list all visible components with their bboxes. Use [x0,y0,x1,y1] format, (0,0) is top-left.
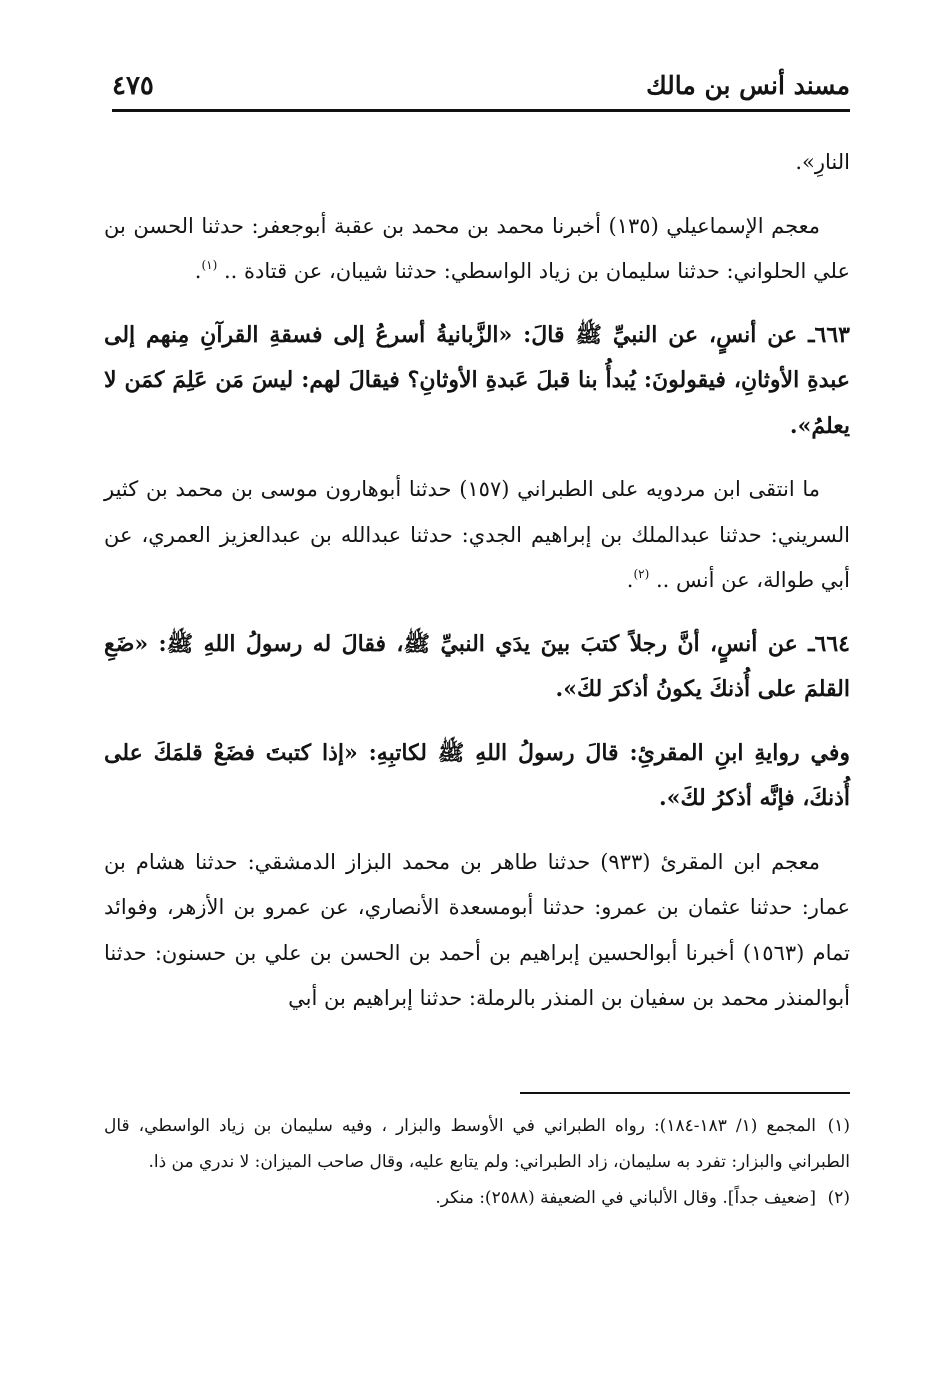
footnote-rule [520,1092,850,1094]
footnote: (١)المجمع (١/ ١٨٣-١٨٤): رواه الطبراني في الأوسط والبزار ، وفيه سليمان بن زياد الواسطي، قال الطبراني والبزار: تفرد به سليمان، زاد الطبراني: ولم يتابع عليه، وقال صاحب الميزان: لا ندري من ذا. [104,1116,850,1172]
footnotes [104,1108,850,1216]
hadith-664: ٦٦٤ـ عن أنسٍ، أنَّ رجلاً كتبَ بينَ يدَي النبيِّ ﷺ، فقالَ له رسولُ اللهِ ﷺ: «ضَعِ القلمَ على أُذنكَ يكونُ أذكرَ لكَ». [104,630,850,702]
paragraph: معجم ابن المقرئ (٩٣٣) حدثنا طاهر بن محمد البزاز الدمشقي: حدثنا هشام بن عمار: حدثنا عثمان بن عمرو: حدثنا أبومسعدة الأنصاري، عن عمرو بن الأزهر، وفوائد تمام (١٥٦٣) أخبرنا أبوالحسين إبراهيم بن أحمد بن الحسن بن علي بن حسنون: حدثنا أبوالمنذر محمد بن سفيان بن المنذر بالرملة: حدثنا إبراهيم بن أبي [104,849,850,1010]
paragraph: معجم الإسماعيلي (١٣٥) أخبرنا محمد بن محمد بن عقبة أبوجعفر: حدثنا الحسن بن علي الحلواني: حدثنا سليمان بن زياد الواسطي: حدثنا شيبان، عن قتادة .. $^{(١)}$. [104,213,850,283]
paragraph: النارِ». [795,150,850,174]
footnote: (٢)[ضعيف جداً]. وقال الألباني في الضعيفة (٢٥٨٨): منكر. [435,1188,850,1208]
page-header [112,68,850,104]
hadith-663: ٦٦٣ـ عن أنسٍ، عن النبيِّ ﷺ قالَ: «الزَّبانيةُ أسرعُ إلى فسقةِ القرآنِ مِنهم إلى عبدةِ الأوثانِ، فيقولونَ: يُبدأُ بنا قبلَ عَبدةِ الأوثانِ؟ فيقالَ لهم: ليسَ مَن عَلِمَ كمَن لا يعلمُ». [104,321,850,439]
running-title: مسند أنس بن مالك [646,71,850,100]
header-rule [112,109,850,112]
paragraph: ما انتقى ابن مردويه على الطبراني (١٥٧) حدثنا أبوهارون موسى بن محمد بن كثير السريني: حدثنا عبدالملك بن إبراهيم الجدي: حدثنا عبدالله بن عبدالعزيز العمري، عن أبي طوالة، عن أنس .. $^{(٢)}$. [104,477,850,592]
page-body [104,140,850,1022]
footnote-ref: (١) [201,258,218,272]
footnote-ref: (٢) [633,567,650,581]
hadith-664-variant: وفي روايةِ ابنِ المقرئِ: قالَ رسولُ اللهِ ﷺ لكاتبِهِ: «إذا كتبتَ فضَعْ قلمَكَ على أُذنكَ، فإنَّه أذكرُ لكَ». [104,739,851,811]
page-number: ٤٧٥ [112,71,154,101]
